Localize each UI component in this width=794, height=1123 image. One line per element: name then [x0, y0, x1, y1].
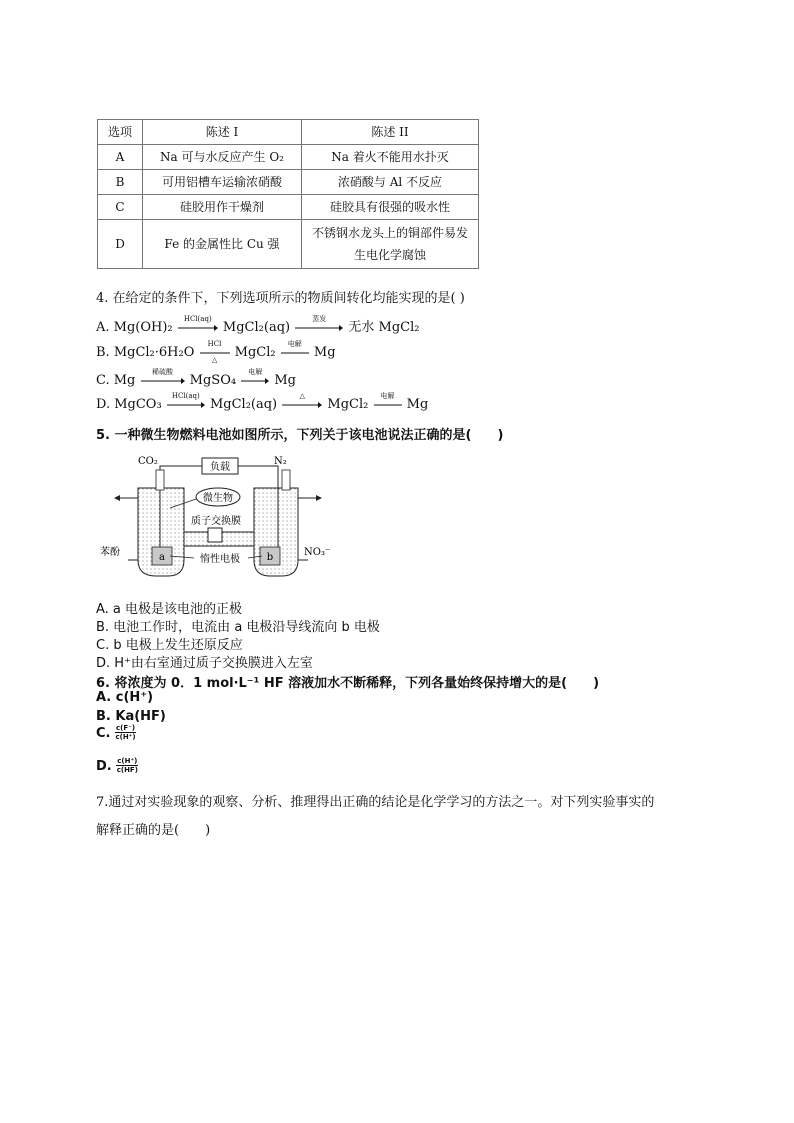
electrode-a-label: a	[159, 552, 165, 563]
table-cell: D	[98, 220, 143, 269]
table-cell: 浓硝酸与 Al 不反应	[302, 170, 479, 195]
q7-line-1: 7.通过对实验现象的观察、分析、推理得出正确的结论是化学学习的方法之一。对下列实验事实的	[96, 795, 655, 810]
proton-membrane-box	[208, 528, 222, 542]
reaction-arrow-icon	[282, 392, 322, 408]
arrow-label: 蒸发	[312, 315, 327, 323]
q4-option-c	[96, 368, 297, 388]
q6-stem: 6. 将浓度为 0．1 mol·L⁻¹ HF 溶液加水不断稀释，下列各量始终保持增大的是( )	[96, 676, 600, 691]
q6-option-b: B. Ka(HF)	[96, 709, 166, 724]
formula: D. MgCO₃	[96, 397, 162, 412]
phenol-label: 苯酚	[100, 547, 120, 558]
reaction-arrow-icon	[200, 340, 230, 364]
formula: MgSO₄	[189, 373, 237, 388]
formula: A. Mg(OH)₂	[96, 320, 173, 335]
electrode-b-label: b	[266, 552, 274, 563]
reaction-arrow-icon	[141, 368, 185, 384]
table-cell: 硅胶具有很强的吸水性	[302, 195, 479, 220]
fraction-denominator: c(HF)	[116, 766, 138, 774]
fraction-denominator: c(H⁺)	[115, 733, 136, 741]
table-row	[98, 145, 479, 170]
table-header-cell: 选项	[98, 120, 143, 145]
table-row	[98, 170, 479, 195]
table-row	[98, 220, 479, 269]
microbe-label: 微生物	[203, 493, 233, 504]
n2-tube	[282, 470, 290, 490]
table-header-row	[98, 120, 479, 145]
formula: Mg	[313, 345, 336, 360]
q5-option-b: B. 电池工作时，电流由 a 电极沿导线流向 b 电极	[96, 620, 380, 635]
table-cell: B	[98, 170, 143, 195]
arrow-label: HCl(aq)	[183, 315, 212, 323]
table-cell-line: 不锈钢水龙头上的铜部件易发	[311, 226, 468, 240]
n2-label: N₂	[274, 456, 287, 467]
fraction	[115, 724, 136, 741]
formula: Mg	[274, 373, 297, 388]
arrow-label: 电解	[248, 368, 263, 376]
table-cell: Na 可与水反应产生 O₂	[143, 145, 302, 170]
reaction-arrow-icon	[241, 368, 269, 384]
reaction-arrow-icon	[167, 392, 205, 408]
arrow-label: △	[299, 392, 305, 400]
arrow-left-icon	[114, 495, 120, 501]
options-table	[97, 119, 479, 269]
arrow-label: HCl(aq)	[171, 392, 200, 400]
arrow-right-icon	[316, 495, 322, 501]
table-cell: A	[98, 145, 143, 170]
q6-option-d	[96, 757, 140, 774]
q4-option-a	[96, 316, 419, 335]
co2-tube	[156, 470, 164, 490]
table-cell: 可用铝槽车运输浓硝酸	[143, 170, 302, 195]
q5-option-c: C. b 电极上发生还原反应	[96, 638, 243, 653]
table-header-cell: 陈述 II	[302, 120, 479, 145]
table-cell: 硅胶用作干燥剂	[143, 195, 302, 220]
formula: C. Mg	[96, 373, 136, 388]
option-label: D.	[96, 759, 112, 774]
formula: MgCl₂(aq)	[209, 397, 278, 412]
fraction	[116, 757, 138, 774]
arrow-sublabel: △	[211, 356, 218, 364]
table-row	[98, 195, 479, 220]
fraction-numerator: c(F⁻)	[116, 724, 136, 732]
q4-option-b	[96, 340, 336, 364]
q5-option-d: D. H⁺由右室通过质子交换膜进入左室	[96, 656, 313, 671]
option-label: C.	[96, 726, 111, 741]
table-cell: Fe 的金属性比 Cu 强	[143, 220, 302, 269]
reaction-arrow-icon	[295, 315, 343, 331]
q6-option-c	[96, 724, 138, 741]
formula: 无水 MgCl₂	[348, 320, 420, 335]
q4-stem: 4. 在给定的条件下，下列选项所示的物质间转化均能实现的是( )	[96, 291, 465, 306]
table-cell-line: 生电化学腐蚀	[353, 248, 426, 262]
load-label: 负载	[210, 462, 230, 473]
reaction-arrow-icon	[178, 315, 218, 331]
membrane-label: 质子交换膜	[191, 516, 241, 527]
table-header-cell: 陈述 I	[143, 120, 302, 145]
reaction-arrow-icon	[281, 340, 309, 356]
q6-option-a: A. c(H⁺)	[96, 690, 154, 705]
q5-stem: 5. 一种微生物燃料电池如图所示，下列关于该电池说法正确的是( )	[96, 428, 504, 443]
arrow-label: HCl	[207, 340, 222, 348]
formula: MgCl₂	[327, 397, 369, 412]
arrow-label: 电解	[287, 340, 302, 348]
co2-label: CO₂	[138, 456, 158, 467]
fraction-numerator: c(H⁺)	[117, 757, 138, 765]
fuel-cell-diagram	[98, 452, 338, 578]
arrow-label: 电解	[380, 392, 395, 400]
table-cell: C	[98, 195, 143, 220]
inert-electrode-label: 惰性电极	[200, 554, 240, 565]
table-cell: Na 着火不能用水扑灭	[302, 145, 479, 170]
reaction-arrow-icon	[374, 392, 402, 408]
formula: MgCl₂	[234, 345, 276, 360]
nitrate-label: NO₃⁻	[304, 547, 331, 558]
table-cell	[302, 220, 479, 269]
q4-option-d	[96, 392, 429, 412]
formula: B. MgCl₂·6H₂O	[96, 345, 195, 360]
formula: MgCl₂(aq)	[222, 320, 291, 335]
arrow-label: 稀硫酸	[152, 368, 174, 376]
formula: Mg	[406, 397, 429, 412]
q7-line-2: 解释正确的是( )	[96, 823, 211, 838]
q5-option-a: A. a 电极是该电池的正极	[96, 602, 243, 617]
